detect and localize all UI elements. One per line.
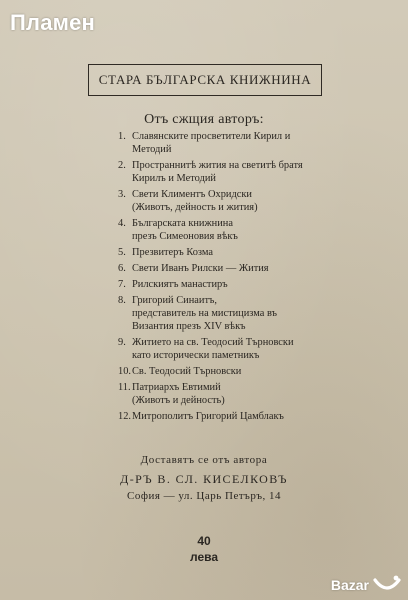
- book-title: [132, 217, 348, 243]
- book-number: 4.: [118, 218, 126, 229]
- book-title: [132, 246, 348, 259]
- list-item: [118, 159, 348, 185]
- logo-text: Bazar: [330, 577, 369, 593]
- list-item: [118, 130, 348, 156]
- list-item: [118, 188, 348, 214]
- book-title-line: Митрополитъ Григорий Цамблакъ: [132, 411, 284, 422]
- author-name: Д-РЪ В. СЛ. КИСЕЛКОВЪ: [120, 472, 288, 486]
- book-title-line: Пространнитѣ жития на светитѣ братя: [132, 160, 303, 171]
- book-number: 7.: [118, 279, 126, 290]
- book-title: [132, 262, 348, 275]
- book-title-line: Свети Климентъ Охридски: [132, 189, 252, 200]
- price-currency: лева: [189, 550, 219, 564]
- book-title-line: Св. Теодосий Търновски: [132, 366, 242, 377]
- price-value: 40: [197, 534, 211, 548]
- book-title: [132, 159, 348, 185]
- book-title: [132, 410, 348, 423]
- book-title-line: презъ Симеоновия вѣкъ: [132, 231, 238, 242]
- book-title-line: (Животъ, дейность и жития): [132, 202, 258, 213]
- book-number: 1.: [118, 131, 126, 142]
- list-item: [118, 294, 348, 333]
- book-number: 8.: [118, 295, 126, 306]
- book-title: [132, 381, 348, 407]
- book-list: [118, 130, 348, 426]
- series-title-box: [88, 64, 322, 96]
- book-title-line: Патриархъ Евтимий: [132, 382, 221, 393]
- list-item: [118, 262, 348, 275]
- book-title-line: Рилскиятъ манастиръ: [132, 279, 228, 290]
- book-number: 5.: [118, 247, 126, 258]
- list-item: [118, 410, 348, 423]
- site-logo: [331, 574, 402, 596]
- book-title-line: Кирилъ и Методий: [132, 173, 216, 184]
- logo-smile-icon: [372, 574, 402, 596]
- book-number: 12.: [118, 411, 131, 422]
- book-title: [132, 336, 348, 362]
- book-title: [132, 294, 348, 333]
- book-number: 11.: [118, 382, 131, 393]
- author-address: София — ул. Царь Петъръ, 14: [126, 490, 282, 502]
- book-number: 2.: [118, 160, 126, 171]
- list-item: [118, 278, 348, 291]
- book-title-line: Българската книжнина: [132, 218, 233, 229]
- book-number: 10.: [118, 366, 131, 377]
- book-title-line: представитель на мистицизма въ: [132, 308, 277, 319]
- book-title: [132, 365, 348, 378]
- book-title-line: Славянските просветители Кирил и: [132, 131, 291, 142]
- book-title: [132, 278, 348, 291]
- book-title-line: Свети Иванъ Рилски — Жития: [132, 263, 269, 274]
- book-title-line: Византия презъ XIV вѣкъ: [132, 321, 246, 332]
- book-number: 9.: [118, 337, 126, 348]
- book-title-line: (Животъ и дейность): [132, 395, 225, 406]
- book-title: [132, 130, 348, 156]
- watermark: Пламен: [10, 10, 96, 35]
- book-number: 3.: [118, 189, 126, 200]
- book-title-line: Методий: [132, 144, 172, 155]
- list-item: [118, 246, 348, 259]
- list-item: [118, 365, 348, 378]
- supplier-note: Доставятъ се отъ автора: [140, 454, 268, 466]
- list-item: [118, 217, 348, 243]
- book-number: 6.: [118, 263, 126, 274]
- series-title: СТАРА БЪЛГАРСКА КНИЖНИНА: [98, 72, 312, 87]
- list-item: [118, 381, 348, 407]
- book-title-line: Григорий Синаитъ,: [132, 295, 217, 306]
- book-title-line: като исторически паметникъ: [132, 350, 260, 361]
- book-title-line: Житието на св. Теодосий Търновски: [132, 337, 294, 348]
- book-title: [132, 188, 348, 214]
- book-title-line: Презвитеръ Козма: [132, 247, 214, 258]
- subtitle: Отъ сжщия авторъ:: [144, 112, 264, 127]
- list-item: [118, 336, 348, 362]
